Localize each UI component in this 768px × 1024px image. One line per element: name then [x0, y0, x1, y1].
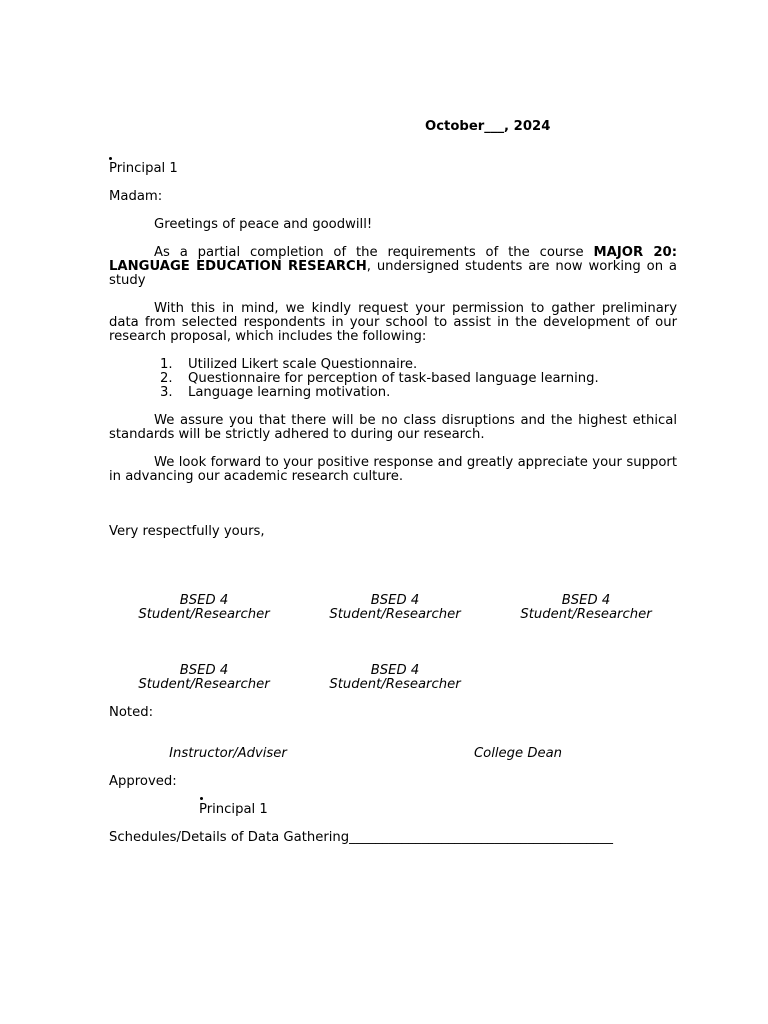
- paragraph-1-tail: , undersigned students are now working on a study: [109, 259, 677, 288]
- course-name: MAJOR 20: LANGUAGE EDUCATION RESEARCH: [109, 245, 677, 274]
- instructor-signatory: Instructor/Adviser: [169, 746, 287, 761]
- signatory-block: [295, 664, 495, 692]
- paragraph-3: We assure you that there will be no class disruptions and the highest ethical standards will be strictly adhered to during our research.: [109, 413, 677, 442]
- list-item: [160, 386, 599, 400]
- signatory-role: Student/Researcher: [138, 677, 270, 692]
- signatory-program: BSED 4: [370, 593, 420, 608]
- signatory-program: BSED 4: [179, 663, 229, 678]
- recipient-name: Principal 1: [109, 161, 178, 176]
- salutation: Madam:: [109, 189, 163, 204]
- paragraph-1: [109, 246, 677, 288]
- paragraph-4: We look forward to your positive response and greatly appreciate your support in advancing our academic research culture.: [109, 455, 677, 484]
- approved-label: Approved:: [109, 774, 177, 789]
- paragraph-1-lead: As a partial completion of the requirements of the course: [154, 245, 594, 260]
- signatory-block: [486, 594, 686, 622]
- noted-label: Noted:: [109, 705, 154, 720]
- greeting: Greetings of peace and goodwill!: [154, 217, 373, 232]
- signatory-role: Student/Researcher: [520, 607, 652, 622]
- signatory-block: [104, 664, 304, 692]
- schedule-line: Schedules/Details of Data Gathering________________________________________: [109, 830, 613, 845]
- bullet-dot: [109, 157, 112, 160]
- list-number: 2.: [160, 371, 173, 386]
- list-text: Language learning motivation.: [188, 385, 391, 400]
- signatory-block: [104, 594, 304, 622]
- signatory-role: Student/Researcher: [329, 607, 461, 622]
- list-number: 1.: [160, 357, 173, 372]
- bullet-dot: [200, 797, 203, 800]
- signatory-program: BSED 4: [179, 593, 229, 608]
- signatory-role: Student/Researcher: [329, 677, 461, 692]
- list-text: Questionnaire for perception of task-based language learning.: [188, 371, 599, 386]
- date-line: October___, 2024: [425, 119, 551, 134]
- signatory-block: [295, 594, 495, 622]
- list-item: [160, 372, 599, 386]
- list-item: [160, 358, 599, 372]
- dean-signatory: College Dean: [473, 746, 563, 761]
- paragraph-2: With this in mind, we kindly request your permission to gather preliminary data from selected respondents in your school to assist in the development of our research proposal, which includes the following:: [109, 301, 677, 344]
- approver-name: Principal 1: [199, 802, 268, 817]
- signatory-program: BSED 4: [370, 663, 420, 678]
- signatory-role: Student/Researcher: [138, 607, 270, 622]
- signatory-program: BSED 4: [561, 593, 611, 608]
- list-text: Utilized Likert scale Questionnaire.: [188, 357, 418, 372]
- list-number: 3.: [160, 385, 173, 400]
- instrument-list: [160, 358, 599, 400]
- closing: Very respectfully yours,: [109, 524, 265, 539]
